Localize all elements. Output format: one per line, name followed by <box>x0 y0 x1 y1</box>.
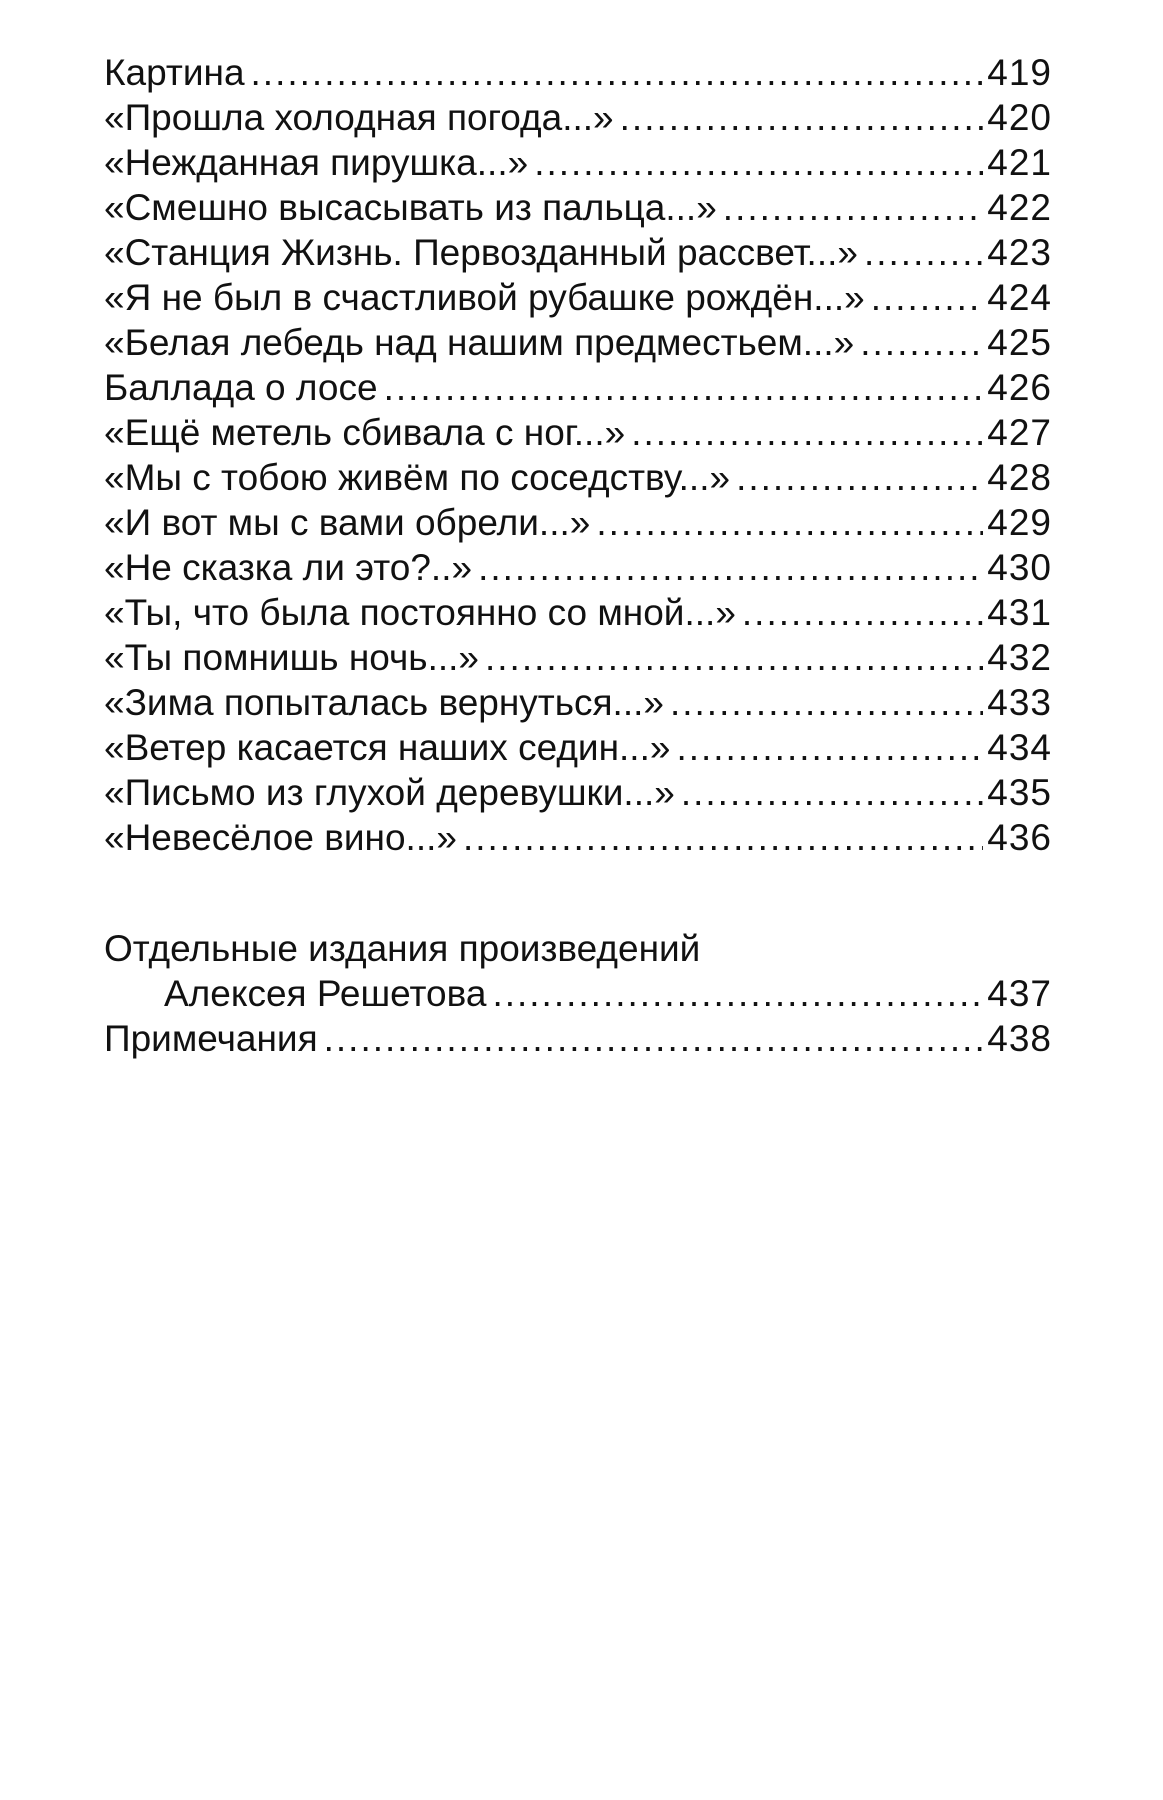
toc-entry-page: 438 <box>987 1018 1052 1059</box>
toc-entry-title: «Белая лебедь над нашим предместьем...» <box>104 322 855 363</box>
dot-leader <box>670 680 983 725</box>
dot-leader <box>681 770 983 815</box>
toc-entry-page: 426 <box>987 367 1052 408</box>
toc-entry <box>104 185 1052 230</box>
toc-entry <box>104 635 1052 680</box>
toc-entry-title: «Ещё метель сбивала с ног...» <box>104 412 626 453</box>
toc-entry-page: 428 <box>987 457 1052 498</box>
toc-entry-title: «Смешно высасывать из пальца...» <box>104 187 717 228</box>
dot-leader <box>736 455 983 500</box>
dot-leader <box>463 815 983 860</box>
toc-entry <box>104 770 1052 815</box>
toc-entry-title: «Ты помнишь ночь...» <box>104 637 479 678</box>
dot-leader <box>251 50 984 95</box>
toc-entry-title: «Нежданная пирушка...» <box>104 142 529 183</box>
table-of-contents <box>104 50 1052 1061</box>
toc-entry-title: «Я не был в счастливой рубашке рождён...» <box>104 277 865 318</box>
toc-entry-title: «Письмо из глухой деревушки...» <box>104 772 675 813</box>
toc-entry <box>104 320 1052 365</box>
dot-leader <box>723 185 983 230</box>
toc-entry <box>104 95 1052 140</box>
toc-entry-page: 429 <box>987 502 1052 543</box>
toc-entry-title: «Ветер касается наших седин...» <box>104 727 671 768</box>
toc-entry-title: Баллада о лосе <box>104 367 378 408</box>
dot-leader <box>596 500 983 545</box>
toc-entry <box>104 545 1052 590</box>
toc-entry <box>104 500 1052 545</box>
toc-entry <box>104 230 1052 275</box>
dot-leader <box>864 230 983 275</box>
toc-entry-page: 435 <box>987 772 1052 813</box>
section-gap <box>104 860 1052 926</box>
toc-entry-page: 420 <box>987 97 1052 138</box>
toc-entry <box>104 275 1052 320</box>
toc-entry <box>104 365 1052 410</box>
toc-entry-page: 431 <box>987 592 1052 633</box>
toc-entry-title: Картина <box>104 52 245 93</box>
dot-leader <box>324 1016 984 1061</box>
toc-entry <box>104 140 1052 185</box>
toc-entry-page: 419 <box>987 52 1052 93</box>
toc-entry-title: «Ты, что была постоянно со мной...» <box>104 592 736 633</box>
toc-entry-title: «Мы с тобою живём по соседству...» <box>104 457 731 498</box>
dot-leader <box>676 725 983 770</box>
toc-entry-notes <box>104 1016 1052 1061</box>
toc-entry-title: «Станция Жизнь. Первозданный рассвет...» <box>104 232 858 273</box>
toc-entry <box>104 680 1052 725</box>
dot-leader <box>384 365 984 410</box>
toc-entry-page: 421 <box>987 142 1052 183</box>
toc-entry-page: 434 <box>987 727 1052 768</box>
toc-entry <box>104 590 1052 635</box>
toc-entry-title: Алексея Решетова <box>164 973 487 1014</box>
toc-entry <box>104 50 1052 95</box>
toc-entry-page: 432 <box>987 637 1052 678</box>
dot-leader <box>492 971 983 1016</box>
dot-leader <box>742 590 983 635</box>
toc-entry-editions <box>104 971 1052 1016</box>
dot-leader <box>534 140 983 185</box>
toc-entry-page: 427 <box>987 412 1052 453</box>
toc-entry-page: 433 <box>987 682 1052 723</box>
editions-heading: Отдельные издания произведений <box>104 928 701 969</box>
toc-entry-page: 422 <box>987 187 1052 228</box>
dot-leader <box>631 410 983 455</box>
toc-entry-page: 425 <box>987 322 1052 363</box>
dot-leader <box>478 545 983 590</box>
toc-entry-page: 430 <box>987 547 1052 588</box>
toc-entry-title: Примечания <box>104 1018 318 1059</box>
dot-leader <box>860 320 983 365</box>
toc-entry-page: 423 <box>987 232 1052 273</box>
dot-leader <box>871 275 984 320</box>
toc-entry-page: 437 <box>987 973 1052 1014</box>
dot-leader <box>620 95 984 140</box>
toc-entry-title: «И вот мы с вами обрели...» <box>104 502 591 543</box>
toc-entry-title: «Не сказка ли это?..» <box>104 547 473 588</box>
dot-leader <box>485 635 983 680</box>
toc-entry-title: «Прошла холодная погода...» <box>104 97 614 138</box>
toc-entry-title: «Невесёлое вино...» <box>104 817 457 858</box>
toc-entry <box>104 455 1052 500</box>
toc-entry-page: 424 <box>987 277 1052 318</box>
toc-entry <box>104 725 1052 770</box>
toc-entry <box>104 815 1052 860</box>
toc-entry-page: 436 <box>987 817 1052 858</box>
toc-entry-title: «Зима попыталась вернуться...» <box>104 682 664 723</box>
toc-entry <box>104 410 1052 455</box>
